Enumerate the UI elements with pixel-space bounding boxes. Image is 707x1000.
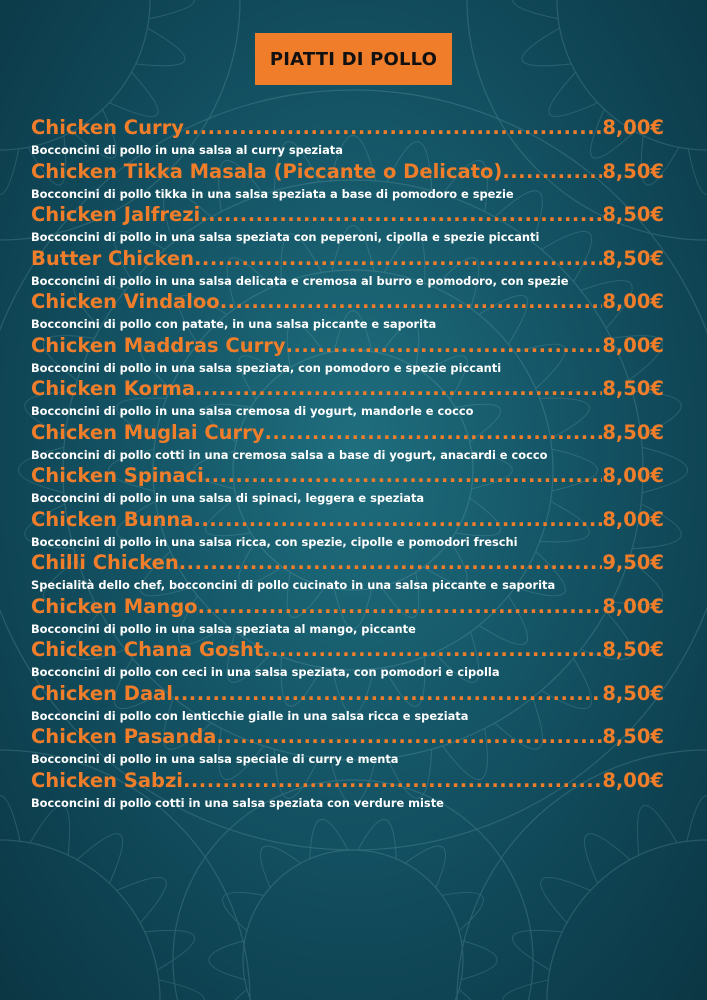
dot-leader (183, 768, 602, 794)
dot-leader (263, 637, 602, 663)
menu-item-price: 8,00€ (602, 333, 664, 357)
dot-leader (194, 246, 602, 272)
menu-item-description: Bocconcini di pollo in una salsa speziata al mango, piccante (31, 621, 416, 636)
menu-item-price: 8,00€ (602, 768, 664, 792)
menu-item-description: Bocconcini di pollo in una salsa speciale di curry e menta (31, 752, 399, 766)
menu-item-description: Bocconcini di pollo con patate, in una salsa piccante e saporita (31, 317, 437, 331)
menu-item (31, 768, 664, 812)
menu-item-name: Chicken Bunna (31, 507, 194, 531)
dot-leader (502, 159, 602, 185)
dot-leader (195, 376, 602, 402)
menu-item-name: Chicken Pasanda (31, 725, 217, 748)
menu-item-line (31, 550, 664, 576)
menu-item-line (31, 637, 664, 663)
menu-item (31, 202, 664, 246)
menu-item-name: Butter Chicken (31, 246, 195, 270)
menu-item (31, 594, 664, 638)
menu-item-name: Chicken Tikka Masala (Piccante o Delicato) (31, 159, 503, 183)
menu-item-line (31, 376, 664, 402)
menu-list (31, 115, 664, 811)
dot-leader (200, 202, 602, 228)
dot-leader (179, 550, 603, 576)
menu-item-price: 8,50€ (602, 377, 664, 400)
menu-item-line (31, 463, 664, 489)
menu-item-line (31, 724, 664, 750)
menu-item-line (31, 333, 664, 359)
menu-item-name: Chicken Maddras Curry (31, 333, 286, 357)
dot-leader (193, 507, 602, 533)
dot-leader (173, 681, 602, 707)
dot-leader (286, 333, 603, 359)
menu-item (31, 724, 664, 768)
menu-item-description: Bocconcini di pollo in una salsa speziata con peperoni, cipolla e spezie piccanti (31, 230, 540, 244)
menu-item-description: Bocconcini di pollo tikka in una salsa speziata a base di pomodoro e spezie (31, 186, 514, 201)
menu-item-price: 8,50€ (602, 681, 664, 705)
menu-item-name: Chicken Daal (31, 681, 173, 705)
menu-item-price: 8,00€ (602, 290, 664, 313)
menu-item-description: Bocconcini di pollo con ceci in una salsa speziata, con pomodori e cipolla (31, 665, 500, 679)
menu-item-line (31, 246, 664, 272)
menu-item (31, 159, 664, 203)
menu-item-description: Bocconcini di pollo in una salsa cremosa di yogurt, mandorle e cocco (31, 404, 474, 418)
menu-item (31, 333, 664, 377)
menu-item-name: Chilli Chicken (31, 551, 179, 574)
menu-item-price: 8,50€ (602, 159, 664, 183)
dot-leader (220, 289, 603, 315)
menu-item-description: Bocconcini di pollo con lenticchie gialle in una salsa ricca e speziata (31, 708, 469, 723)
menu-item-description: Bocconcini di pollo in una salsa al curry speziata (31, 143, 343, 157)
menu-item-description: Bocconcini di pollo in una salsa di spinaci, leggera e speziata (31, 491, 425, 505)
menu-item-line (31, 507, 664, 533)
menu-item-description: Bocconcini di pollo in una salsa ricca, con spezie, cipolle e pomodori freschi (31, 534, 518, 549)
menu-item-price: 8,00€ (602, 464, 664, 487)
menu-item-line (31, 159, 664, 185)
page-title: PIATTI DI POLLO (255, 33, 452, 85)
menu-item-name: Chicken Korma (31, 377, 196, 400)
menu-item (31, 115, 664, 159)
menu-item-name: Chicken Vindaloo (31, 290, 220, 313)
menu-item-line (31, 202, 664, 228)
menu-item-name: Chicken Curry (31, 116, 184, 139)
menu-item (31, 376, 664, 420)
menu-item-description: Bocconcini di pollo in una salsa speziata, con pomodoro e spezie piccanti (31, 360, 502, 375)
menu-item-price: 8,00€ (602, 594, 664, 618)
menu-item-description: Specialità dello chef, bocconcini di pollo cucinato in una salsa piccante e saporita (31, 578, 556, 592)
dot-leader (184, 115, 602, 141)
menu-item-price: 9,50€ (602, 551, 664, 574)
menu-item (31, 463, 664, 507)
dot-leader (216, 724, 602, 750)
menu-item (31, 289, 664, 333)
menu-item-price: 8,50€ (602, 638, 664, 661)
menu-item-description: Bocconcini di pollo cotti in una salsa speziata con verdure miste (31, 795, 444, 810)
dot-leader (198, 594, 603, 620)
menu-item (31, 637, 664, 681)
menu-item-name: Chicken Muglai Curry (31, 420, 265, 444)
menu-item-name: Chicken Mango (31, 594, 198, 618)
menu-item-line (31, 681, 664, 707)
menu-item (31, 681, 664, 725)
menu-item-name: Chicken Sabzi (31, 768, 183, 792)
menu-item-line (31, 115, 664, 141)
menu-item-price: 8,00€ (602, 507, 664, 531)
menu-item-line (31, 768, 664, 794)
menu-item-description: Bocconcini di pollo in una salsa delicata e cremosa al burro e pomodoro, con spezie (31, 273, 569, 288)
menu-item-price: 8,50€ (602, 420, 664, 444)
menu-item-price: 8,50€ (602, 725, 664, 748)
menu-item-name: Chicken Spinaci (31, 464, 204, 487)
menu-item-line (31, 420, 664, 446)
menu-item-description: Bocconcini di pollo cotti in una cremosa salsa a base di yogurt, anacardi e cocco (31, 447, 548, 462)
dot-leader (264, 420, 602, 446)
menu-item-price: 8,00€ (602, 116, 664, 139)
menu-item-line (31, 594, 664, 620)
menu-item-line (31, 289, 664, 315)
dot-leader (204, 463, 603, 489)
menu-item-price: 8,50€ (602, 203, 664, 226)
menu-item-price: 8,50€ (602, 246, 664, 270)
menu-item-name: Chicken Chana Gosht (31, 638, 264, 661)
menu-item (31, 420, 664, 464)
menu-item (31, 550, 664, 594)
menu-item (31, 507, 664, 551)
menu-item (31, 246, 664, 290)
menu-item-name: Chicken Jalfrezi (31, 203, 201, 226)
